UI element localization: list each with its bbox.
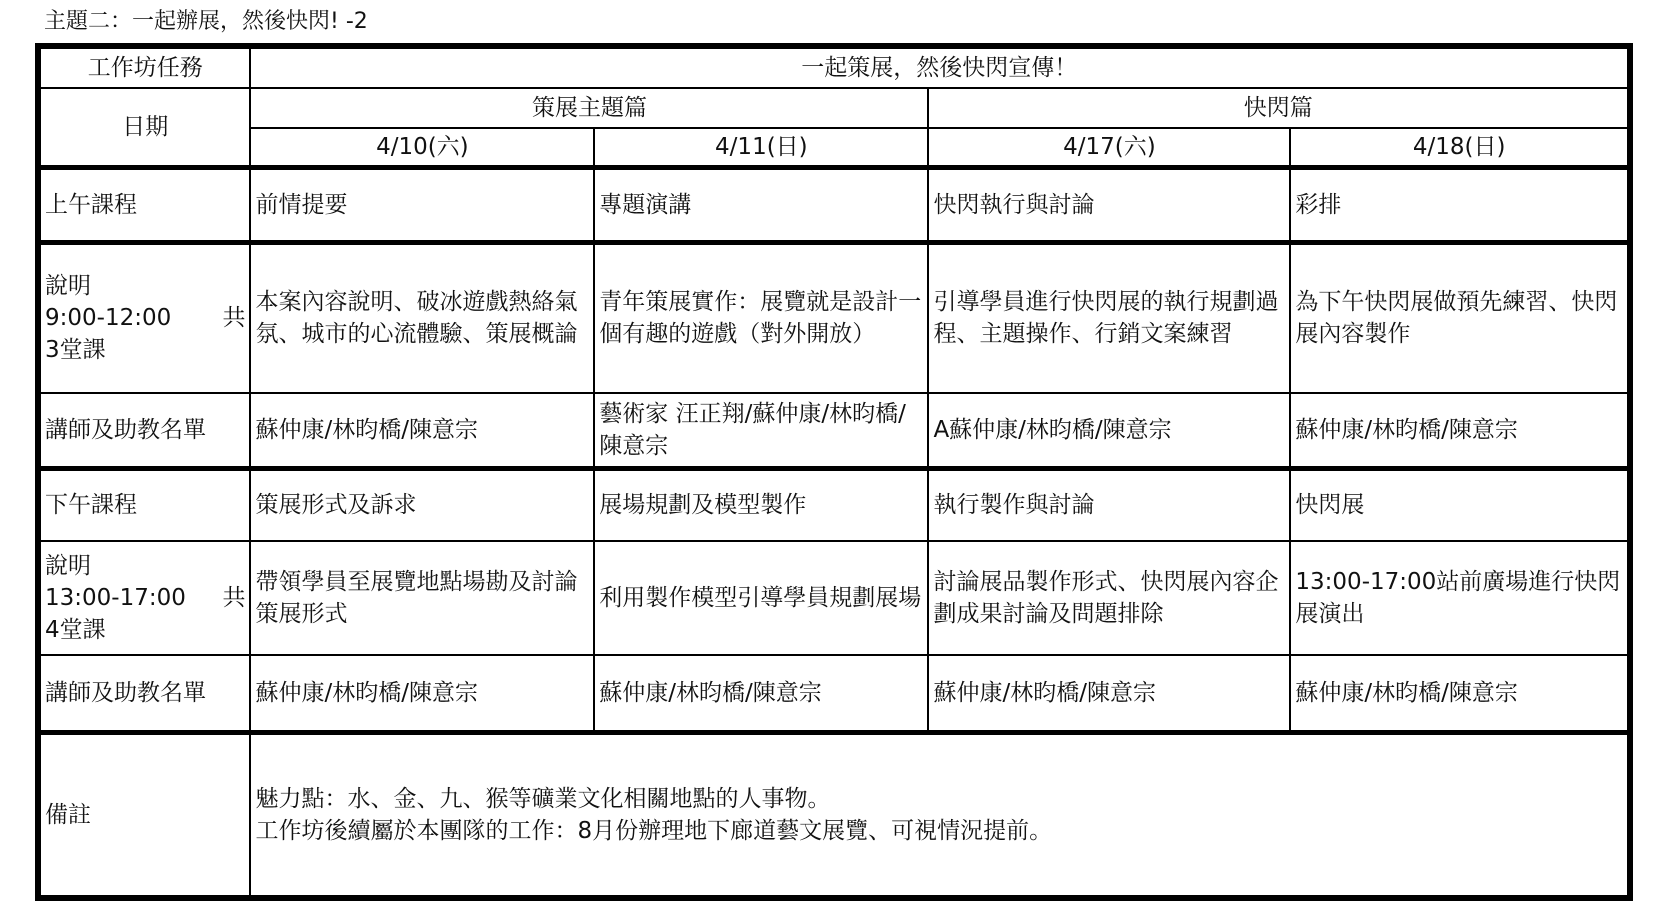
afternoon-description-cell: 13:00-17:00站前廣場進行快閃展演出 [1290,541,1630,655]
description-total: 共 [222,305,246,332]
date-cell: 4/11(日) [594,128,928,168]
task-label: 工作坊任務 [38,46,250,88]
description-session-count: 4堂課 [45,616,106,643]
afternoon-staff-label: 講師及助教名單 [38,655,250,733]
morning-course-label: 上午課程 [38,168,250,243]
morning-description-label [38,243,250,393]
morning-description-cell: 為下午快閃展做預先練習、快閃展內容製作 [1290,243,1630,393]
task-row [38,46,1630,88]
afternoon-description-cell: 討論展品製作形式、快閃展內容企劃成果討論及問題排除 [928,541,1290,655]
description-session-count: 3堂課 [45,337,106,364]
morning-description-cell: 本案內容說明、破冰遊戲熱絡氣氛、城市的心流體驗、策展概論 [250,243,594,393]
afternoon-staff-cell: 蘇仲康/林昀橋/陳意宗 [928,655,1290,733]
date-row [38,128,1630,168]
morning-description-cell: 青年策展實作：展覽就是設計一個有趣的遊戲（對外開放） [594,243,928,393]
description-title: 說明 [45,552,91,579]
section-flash: 快閃篇 [928,88,1630,128]
afternoon-description-cell: 利用製作模型引導學員規劃展場 [594,541,928,655]
notes-label: 備註 [38,733,250,899]
morning-course-cell: 快閃執行與討論 [928,168,1290,243]
morning-description-cell: 引導學員進行快閃展的執行規劃過程、主題操作、行銷文案練習 [928,243,1290,393]
morning-staff-row [38,393,1630,469]
afternoon-staff-cell: 蘇仲康/林昀橋/陳意宗 [250,655,594,733]
notes-row [38,733,1630,899]
notes-content [250,733,1630,899]
description-total: 共 [222,584,246,611]
note-line: 工作坊後續屬於本團隊的工作：8月份辦理地下廊道藝文展覽、可視情況提前。 [255,818,1053,844]
afternoon-description-cell: 帶領學員至展覽地點場勘及討論策展形式 [250,541,594,655]
afternoon-course-cell: 執行製作與討論 [928,469,1290,541]
date-cell: 4/18(日) [1290,128,1630,168]
afternoon-course-label: 下午課程 [38,469,250,541]
morning-course-cell: 專題演講 [594,168,928,243]
morning-course-cell: 前情提要 [250,168,594,243]
morning-staff-cell: 藝術家 汪正翔/蘇仲康/林昀橋/陳意宗 [594,393,928,469]
description-time-range: 9:00-12:00 [45,305,172,332]
description-time [45,582,245,614]
date-cell: 4/10(六) [250,128,594,168]
afternoon-staff-cell: 蘇仲康/林昀橋/陳意宗 [594,655,928,733]
morning-course-row [38,168,1630,243]
task-value: 一起策展，然後快閃宣傳！ [250,46,1630,88]
afternoon-staff-cell: 蘇仲康/林昀橋/陳意宗 [1290,655,1630,733]
description-time-range: 13:00-17:00 [45,584,186,611]
afternoon-course-row [38,469,1630,541]
date-cell: 4/17(六) [928,128,1290,168]
afternoon-description-row [38,541,1630,655]
workshop-schedule-table [35,43,1633,901]
morning-description-row [38,243,1630,393]
afternoon-description-label [38,541,250,655]
description-title: 說明 [45,273,91,300]
morning-staff-cell: A蘇仲康/林昀橋/陳意宗 [928,393,1290,469]
note-line: 魅力點：水、金、九、猴等礦業文化相關地點的人事物。 [255,786,831,812]
afternoon-course-cell: 展場規劃及模型製作 [594,469,928,541]
date-label: 日期 [38,88,250,168]
afternoon-course-cell: 策展形式及訴求 [250,469,594,541]
description-time [45,302,245,334]
afternoon-staff-row [38,655,1630,733]
document-title: 主題二：一起辦展，然後快閃! -2 [44,9,368,34]
morning-course-cell: 彩排 [1290,168,1630,243]
section-row [38,88,1630,128]
morning-staff-cell: 蘇仲康/林昀橋/陳意宗 [1290,393,1630,469]
morning-staff-cell: 蘇仲康/林昀橋/陳意宗 [250,393,594,469]
morning-staff-label: 講師及助教名單 [38,393,250,469]
afternoon-course-cell: 快閃展 [1290,469,1630,541]
section-curation: 策展主題篇 [250,88,928,128]
